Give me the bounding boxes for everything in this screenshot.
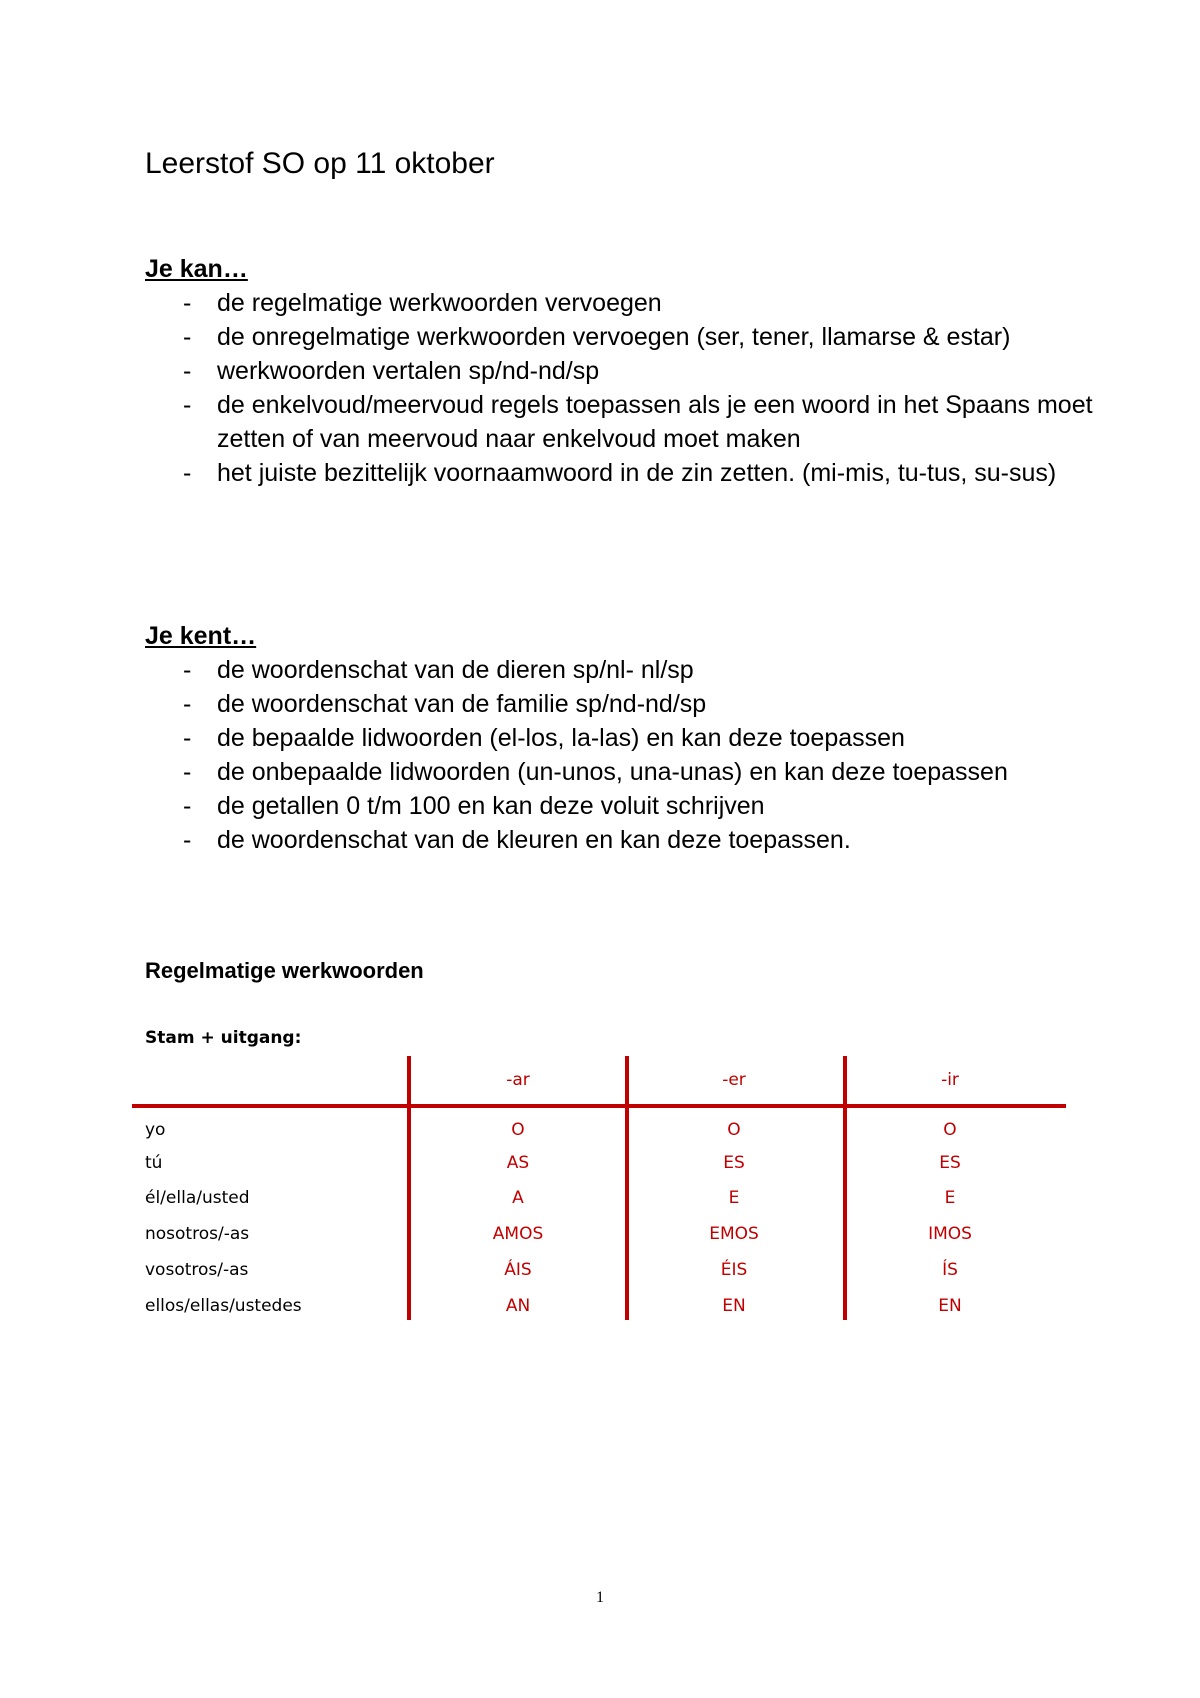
bullet-dash: - — [183, 357, 192, 385]
ending-cell: AS — [506, 1153, 530, 1173]
list-item: - de woordenschat van de kleuren en kan deze toepassen. — [145, 823, 1145, 857]
bullet-dash: - — [183, 826, 192, 854]
list-item: - werkwoorden vertalen sp/nd-nd/sp — [145, 354, 1145, 388]
bullet-dash: - — [183, 758, 192, 786]
list-item: - de regelmatige werkwoorden vervoegen — [145, 286, 1145, 320]
bullet-dash: - — [183, 724, 192, 752]
pronoun-cell: él/ella/usted — [145, 1188, 250, 1208]
ending-cell: EMOS — [709, 1224, 759, 1244]
list-item: - de onregelmatige werkwoorden vervoegen (ser, tener, llamarse & estar) — [145, 320, 1145, 354]
table-row — [132, 1288, 1066, 1324]
column-header-er: -er — [722, 1070, 746, 1090]
ending-cell: O — [943, 1120, 957, 1140]
list-item: - de getallen 0 t/m 100 en kan deze voluit schrijven — [145, 789, 1145, 823]
ending-cell: EN — [938, 1296, 962, 1316]
subheading-regelmatige-werkwoorden: Regelmatige werkwoorden — [145, 958, 424, 983]
pronoun-cell: ellos/ellas/ustedes — [145, 1296, 302, 1316]
table-row — [132, 1112, 1066, 1148]
table-row — [132, 1145, 1066, 1181]
ending-cell: E — [944, 1188, 956, 1208]
page-title: Leerstof SO op 11 oktober — [145, 147, 495, 180]
pronoun-cell: yo — [145, 1120, 166, 1140]
bullet-dash: - — [183, 690, 192, 718]
pronoun-cell: vosotros/-as — [145, 1260, 249, 1280]
ending-cell: O — [727, 1120, 741, 1140]
section-heading-je-kent: Je kent… — [145, 622, 257, 650]
bullet-dash: - — [183, 656, 192, 684]
section-heading-je-kan: Je kan… — [145, 255, 248, 283]
list-item: - de onbepaalde lidwoorden (un-unos, una-unas) en kan deze toepassen — [145, 755, 1145, 789]
table-header-row — [132, 1062, 1066, 1098]
ending-cell: AN — [505, 1296, 531, 1316]
bullet-dash: - — [183, 792, 192, 820]
ending-cell: ÁIS — [504, 1260, 532, 1280]
ending-cell: ES — [939, 1153, 961, 1173]
list-item: - de bepaalde lidwoorden (el-los, la-las) en kan deze toepassen — [145, 721, 1145, 755]
ending-cell: IMOS — [928, 1224, 972, 1244]
column-header-ir: -ir — [941, 1070, 959, 1090]
je-kan-list — [145, 286, 1145, 490]
ending-cell: ÍS — [942, 1260, 958, 1280]
ending-cell: A — [512, 1188, 524, 1208]
table-caption: Stam + uitgang: — [145, 1028, 302, 1048]
ending-cell: ES — [723, 1153, 745, 1173]
bullet-dash: - — [183, 459, 192, 487]
list-item: - de enkelvoud/meervoud regels toepassen als je een woord in het Spaans moet zetten of van meervoud naar enkelvoud moet maken — [145, 388, 1145, 456]
list-item: - de woordenschat van de familie sp/nd-nd/sp — [145, 687, 1145, 721]
bullet-dash: - — [183, 323, 192, 351]
table-row — [132, 1180, 1066, 1216]
table-row — [132, 1216, 1066, 1252]
bullet-dash: - — [183, 289, 192, 317]
ending-cell: AMOS — [492, 1224, 544, 1244]
list-item: - de woordenschat van de dieren sp/nl- nl/sp — [145, 653, 1145, 687]
ending-cell: O — [511, 1120, 525, 1140]
list-item: - het juiste bezittelijk voornaamwoord in de zin zetten. (mi-mis, tu-tus, su-sus) — [145, 456, 1145, 490]
page-number: 1 — [596, 1589, 604, 1606]
table-row — [132, 1252, 1066, 1288]
je-kent-list — [145, 653, 1145, 857]
ending-cell: E — [728, 1188, 740, 1208]
bullet-dash: - — [183, 391, 192, 419]
column-header-ar: -ar — [506, 1070, 530, 1090]
pronoun-cell: nosotros/-as — [145, 1224, 250, 1244]
pronoun-cell: tú — [145, 1153, 163, 1173]
table-divider-horizontal — [132, 1104, 1066, 1108]
ending-cell: EN — [722, 1296, 746, 1316]
ending-cell: ÉIS — [720, 1260, 748, 1280]
